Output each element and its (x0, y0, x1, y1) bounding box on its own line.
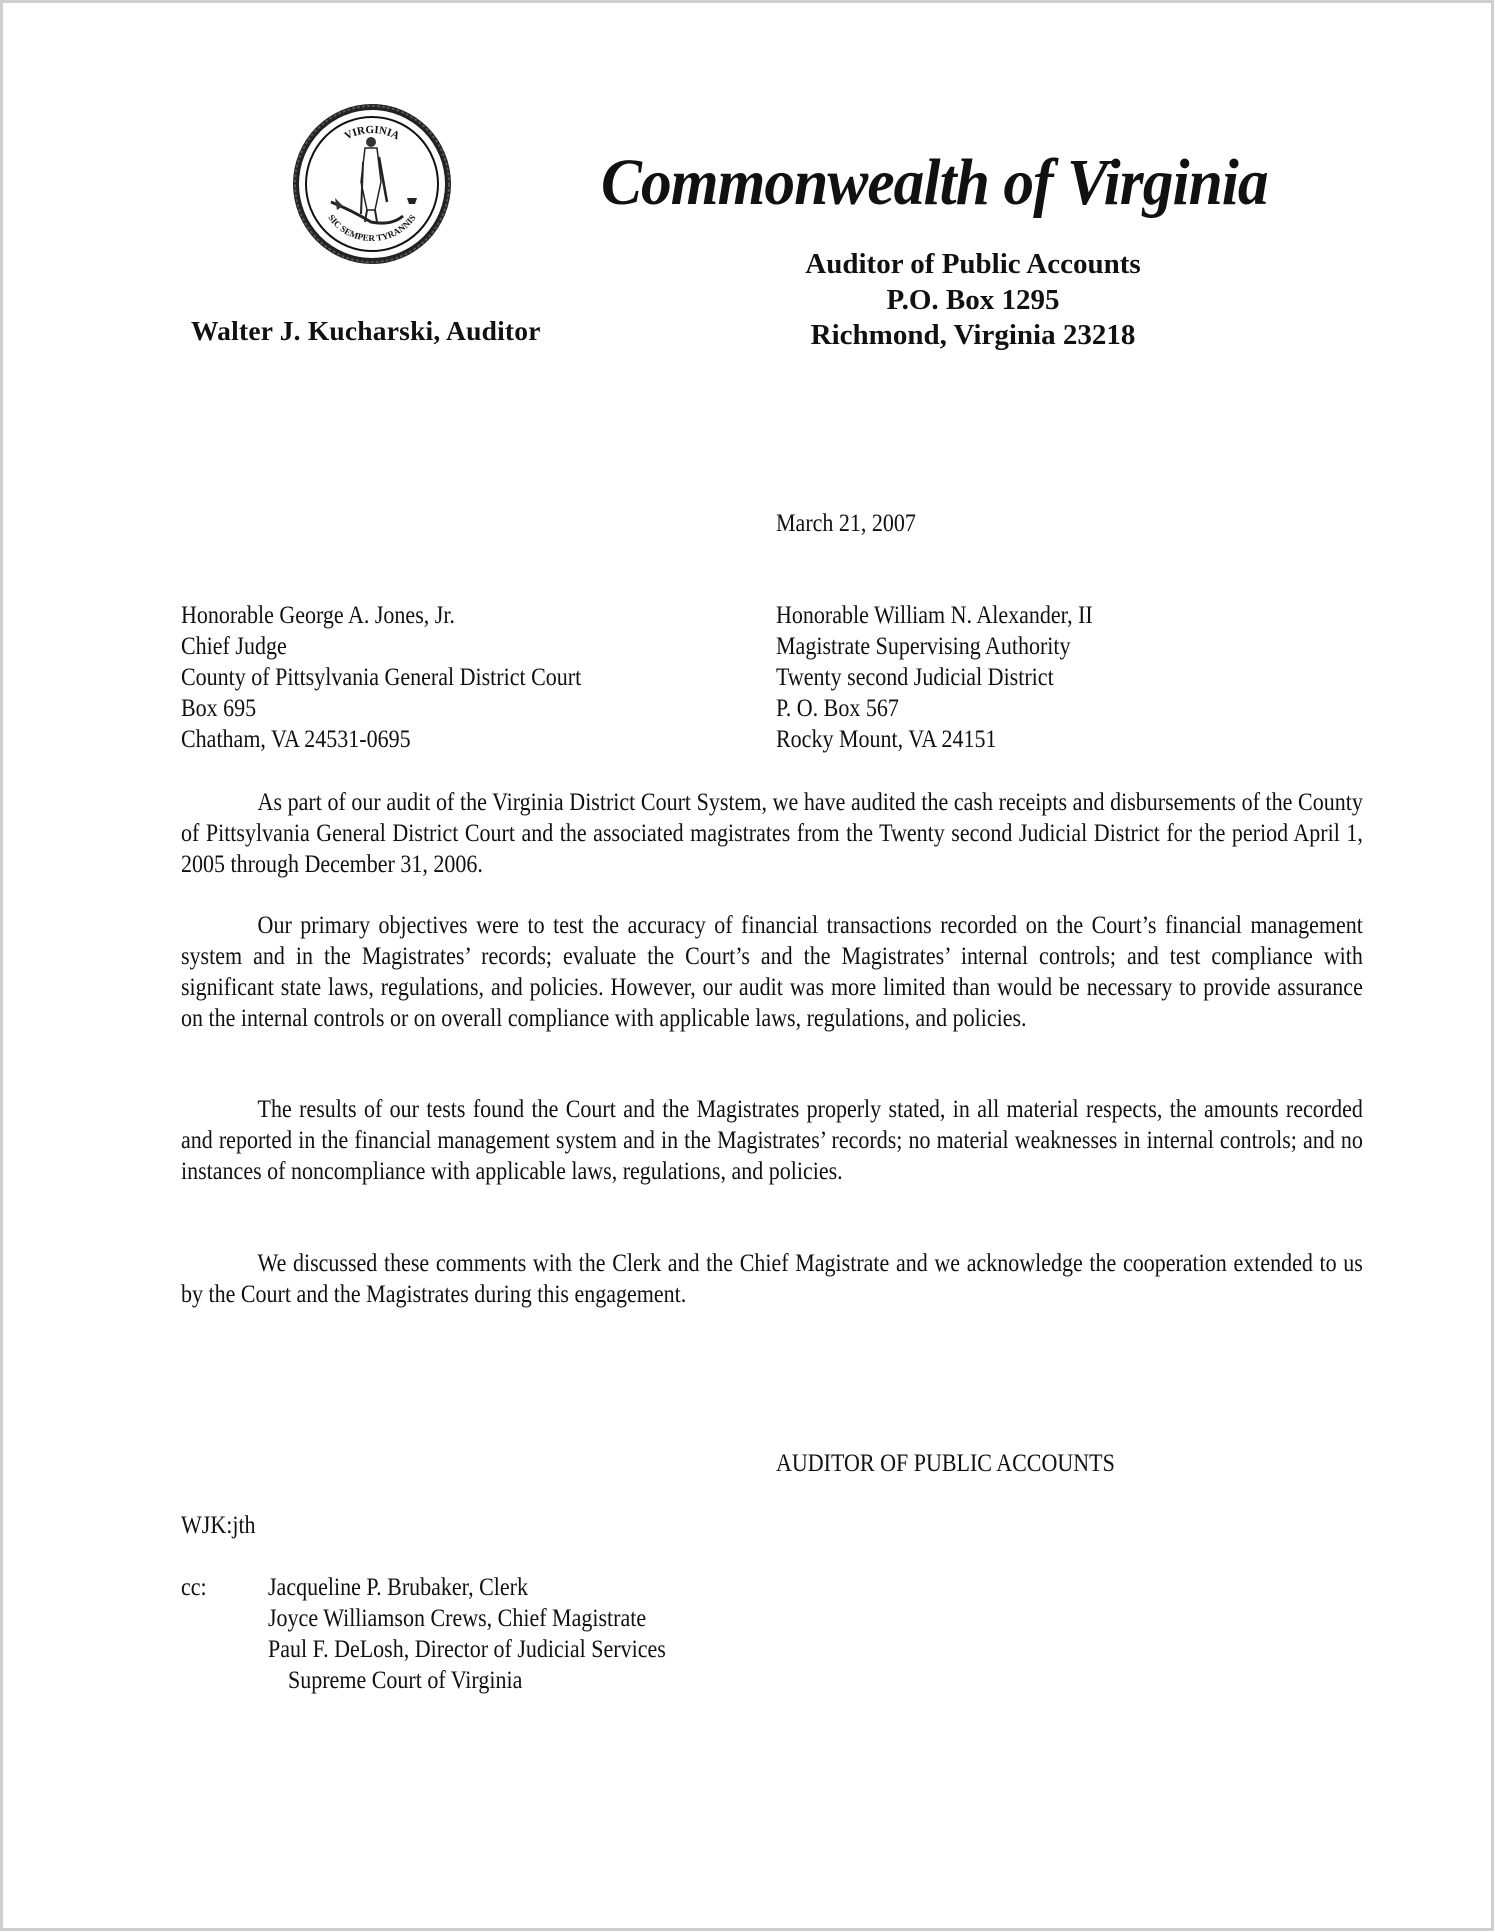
address-line: Rocky Mount, VA 24151 (776, 726, 997, 753)
cc-recipient: Supreme Court of Virginia (288, 1667, 523, 1694)
auditor-name: Walter J. Kucharski, Auditor (191, 315, 541, 346)
address-line: P. O. Box 567 (776, 695, 899, 722)
cc-recipient: Joyce Williamson Crews, Chief Magistrate (268, 1605, 647, 1632)
office-name: Auditor of Public Accounts (805, 248, 1141, 280)
cc-recipient: Paul F. DeLosh, Director of Judicial Services (268, 1636, 666, 1663)
virginia-state-seal-icon (291, 102, 453, 266)
svg-text:SIC SEMPER TYRANNIS: SIC SEMPER TYRANNIS (326, 212, 418, 244)
address-line: Honorable George A. Jones, Jr. (181, 602, 455, 629)
address-line: Twenty second Judicial District (776, 664, 1054, 691)
signature-block: AUDITOR OF PUBLIC ACCOUNTS (776, 1450, 1115, 1477)
address-line: Magistrate Supervising Authority (776, 633, 1071, 660)
address-line: County of Pittsylvania General District Court (181, 664, 582, 691)
office-po-box: P.O. Box 1295 (886, 283, 1060, 316)
letterhead-title: Commonwealth of Virginia (601, 146, 1268, 219)
cc-label: cc: (181, 1574, 207, 1601)
typist-initials: WJK:jth (181, 1512, 256, 1539)
cc-recipient-list (268, 1572, 720, 1696)
office-city-state-zip: Richmond, Virginia 23218 (810, 319, 1136, 351)
recipient-address-right (776, 600, 1136, 755)
address-line: Box 695 (181, 695, 257, 722)
body-paragraph-4: We discussed these comments with the Clerk and the Chief Magistrate and we acknowledge the cooperation extended to us by the Court and the Magistrates during this engagement. (181, 1250, 1363, 1308)
address-line: Chief Judge (181, 633, 287, 660)
address-line: Honorable William N. Alexander, II (776, 602, 1093, 629)
letter-date: March 21, 2007 (776, 510, 916, 537)
svg-text:VIRGINIA: VIRGINIA (342, 123, 402, 143)
recipient-address-left (181, 600, 636, 755)
body-paragraph-1: As part of our audit of the Virginia District Court System, we have audited the cash receipts and disbursements of the County of Pittsylvania General District Court and the associated magistrates from the Twenty second Judicial District for the period April 1, 2005 through December 31, 2006. (181, 789, 1363, 878)
cc-recipient: Jacqueline P. Brubaker, Clerk (268, 1574, 528, 1601)
body-paragraph-3: The results of our tests found the Court and the Magistrates properly stated, in all material respects, the amounts recorded and reported in the financial management system and in the Magistrates’ records; no material weaknesses in internal controls; and no instances of noncompliance with applicable laws, regulations, and policies. (181, 1096, 1363, 1185)
address-line: Chatham, VA 24531-0695 (181, 726, 411, 753)
body-paragraph-2: Our primary objectives were to test the accuracy of financial transactions recorded on the Court’s financial management system and in the Magistrates’ records; evaluate the Court’s and the Magistrates’ internal controls; and test compliance with significant state laws, regulations, and policies. However, our audit was more limited than would be necessary to provide assurance on the internal controls or on overall compliance with applicable laws, regulations, and policies. (181, 912, 1363, 1032)
office-address-block (703, 247, 1243, 354)
letter-page (3, 3, 1491, 1928)
